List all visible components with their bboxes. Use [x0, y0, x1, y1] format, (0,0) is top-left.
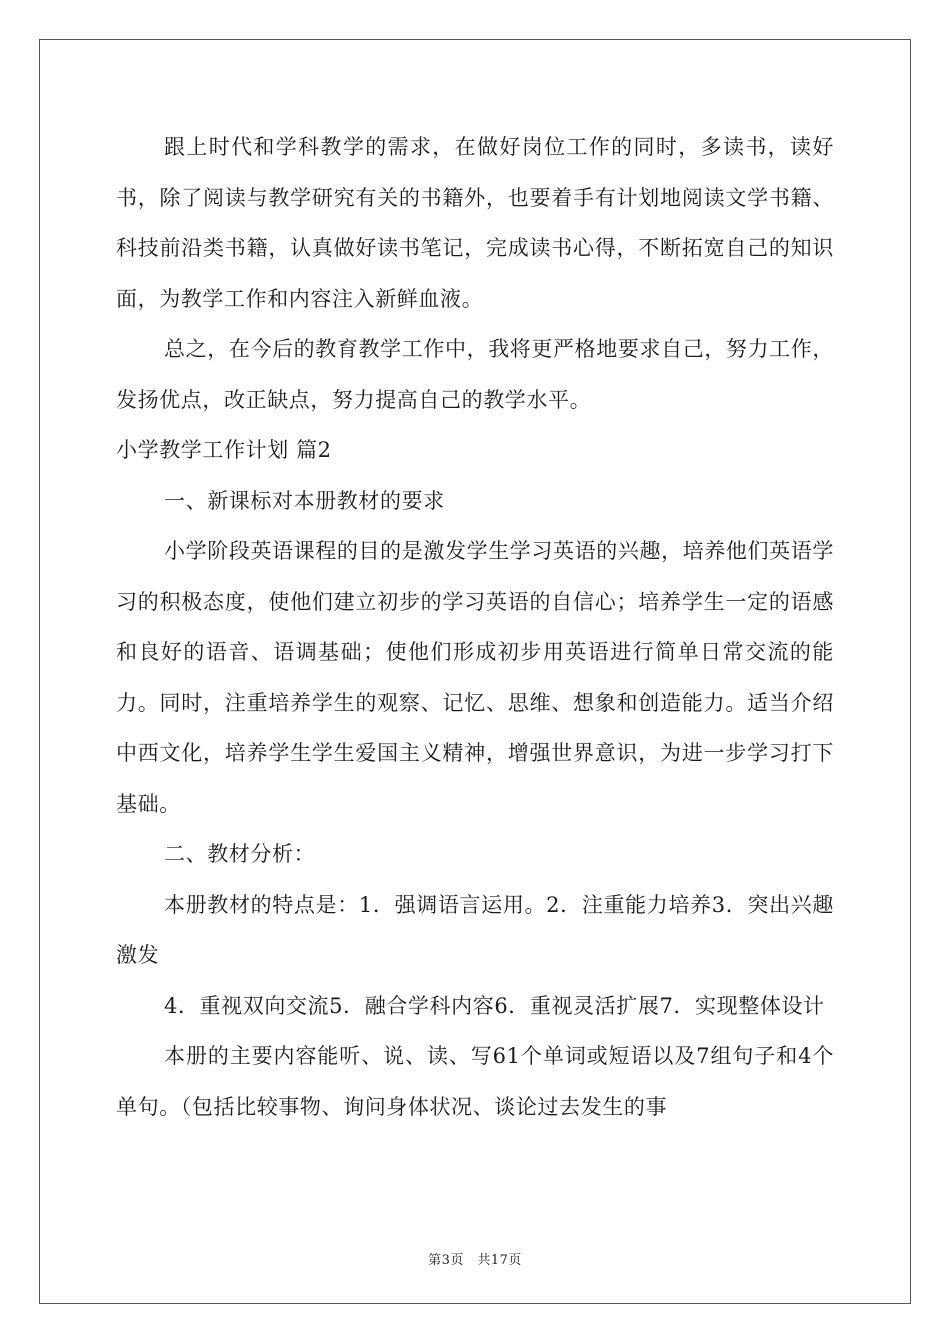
- subheading-textbook-analysis: 二、教材分析：: [164, 842, 316, 866]
- paragraph-textbook-features-1: 本册教材的特点是：1．强调语言运用。2．注重能力培养3．突出兴趣激发: [116, 892, 834, 967]
- page-number-footer: 第3页 共17页: [428, 1253, 522, 1268]
- paragraph-course-goals: 小学阶段英语课程的目的是激发学生学习英语的兴趣，培养他们英语学习的积极态度，使他们建立初步的学习英语的自信心；培养学生一定的语感和良好的语音、语调基础；使他们形成初步用英语进行简单日常交流的能力。同时，注重培养学生的观察、记忆、思维、想象和创造能力。适当介绍中西文化，培养学生学生爱国主义精神，增强世界意识，为进一步学习打下基础。: [116, 539, 834, 816]
- paragraph-reading-plan: 跟上时代和学科教学的需求，在做好岗位工作的同时，多读书，读好书，除了阅读与教学研究有关的书籍外，也要着手有计划地阅读文学书籍、科技前沿类书籍，认真做好读书笔记，完成读书心得，不断拓宽自己的知识面，为教学工作和内容注入新鲜血液。: [116, 135, 834, 311]
- section-title: 小学教学工作计划 篇2: [116, 438, 332, 462]
- document-body: [116, 122, 834, 1132]
- subheading-curriculum-requirements: 一、新课标对本册教材的要求: [164, 488, 445, 513]
- paragraph-textbook-features-2: 4．重视双向交流5．融合学科内容6．重视灵活扩展7．实现整体设计: [164, 993, 825, 1018]
- paragraph-main-content: 本册的主要内容能听、说、读、写61个单词或短语以及7组句子和4个单句。（包括比较事物、询问身体状况、谈论过去发生的事: [116, 1044, 834, 1119]
- paragraph-summary: 总之，在今后的教育教学工作中，我将更严格地要求自己，努力工作，发扬优点，改正缺点，努力提高自己的教学水平。: [116, 337, 834, 412]
